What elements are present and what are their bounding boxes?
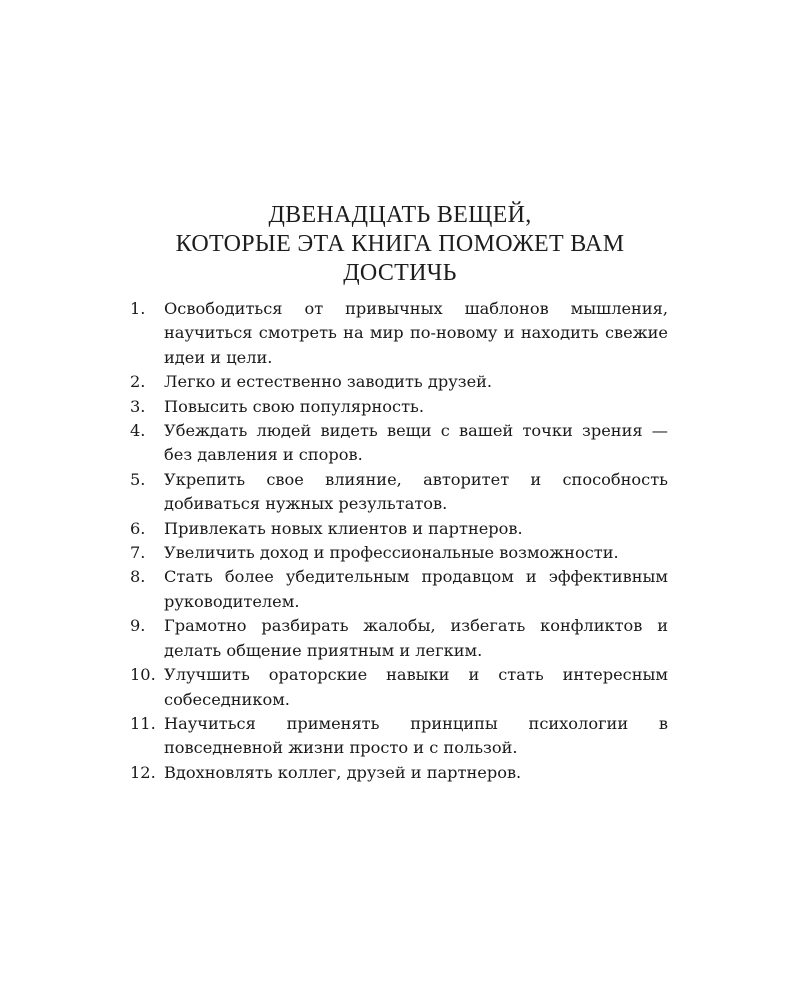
item-number: 7. [130,543,146,563]
list-item [130,517,668,541]
list-item [130,297,668,370]
item-text: Убеждать людей видеть вещи с вашей точки зрения — без давления и споров. [164,421,668,465]
title-line-3: ДОСТИЧЬ [343,260,457,287]
list-item [130,663,668,712]
item-text: Укрепить свое влияние, авторитет и способность добиваться нужных результатов. [164,469,668,514]
item-number: 10. [130,665,156,685]
list-item [130,468,668,517]
item-number: 11. [130,713,156,733]
item-text: Привлекать новых клиентов и партнеров. [164,518,523,538]
list-item [130,712,668,761]
item-text: Вдохновлять коллег, друзей и партнеров. [164,762,522,782]
list-item [130,761,668,785]
item-number: 2. [130,372,146,392]
item-number: 1. [130,299,146,318]
list-item [130,541,668,565]
list-item [130,419,668,468]
list-item [130,565,668,614]
item-text: Легко и естественно заводить друзей. [164,372,493,392]
page-title [0,201,800,288]
title-line-1: ДВЕНАДЦАТЬ ВЕЩЕЙ, [268,202,532,229]
item-number: 8. [130,567,146,587]
item-number: 4. [130,421,146,441]
item-text: Грамотно разбирать жалобы, избегать конфликтов и делать общение приятным и легким. [164,616,668,660]
item-number: 6. [130,518,146,538]
item-text: Повысить свою популярность. [164,396,425,416]
item-number: 5. [130,469,146,489]
item-text: Увеличить доход и профессиональные возможности. [164,543,619,563]
item-number: 3. [130,396,146,416]
goals-list [130,297,668,785]
title-line-2: КОТОРЫЕ ЭТА КНИГА ПОМОЖЕТ ВАМ [175,231,625,258]
list-item [130,395,668,419]
item-text: Освободиться от привычных шаблонов мышления, научиться смотреть на мир по-новому и находить свежие идеи и цели. [164,299,668,367]
item-number: 12. [130,762,156,782]
item-text: Улучшить ораторские навыки и стать интересным собеседником. [164,665,668,709]
item-text: Стать более убедительным продавцом и эффективным руководителем. [164,567,668,611]
list-item [130,370,668,394]
item-number: 9. [130,616,146,636]
item-text: Научиться применять принципы психологии в повседневной жизни просто и с пользой. [164,713,668,758]
list-item [130,614,668,663]
